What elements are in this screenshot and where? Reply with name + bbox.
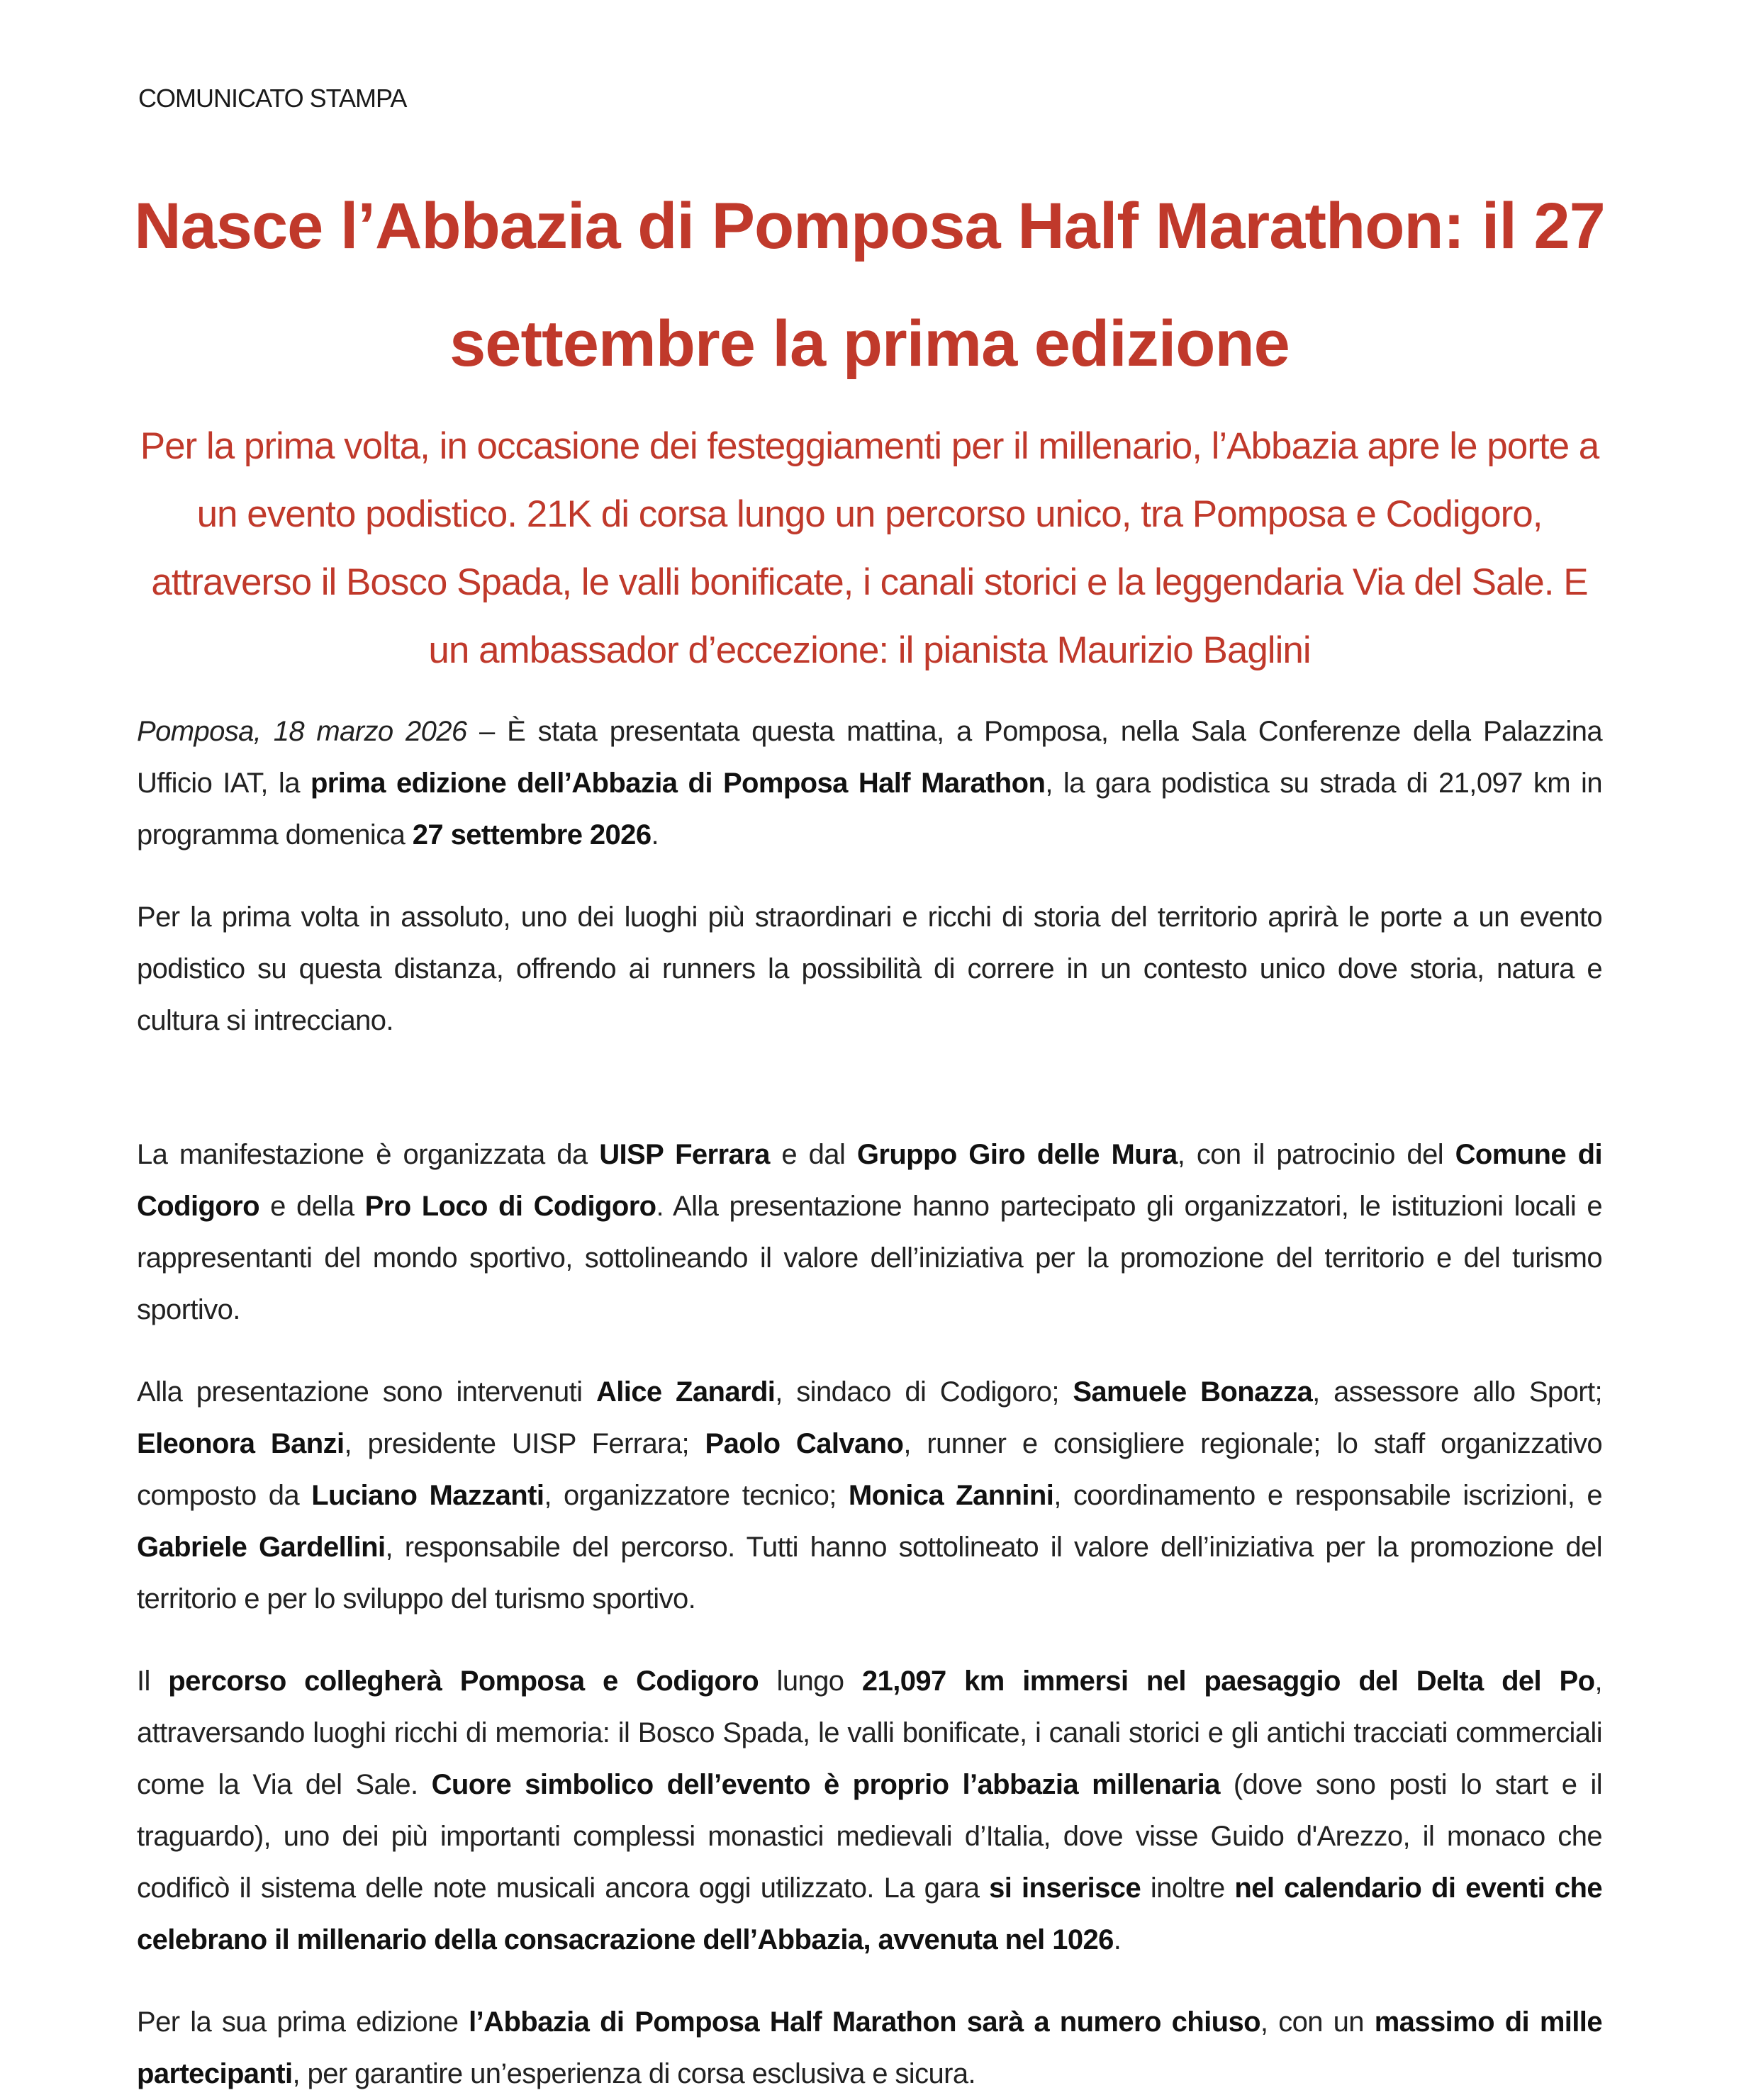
subheadline: Per la prima volta, in occasione dei festeggiamenti per il millenario, l’Abbazia apre le porte a un evento podistico. 21K di corsa lungo un percorso unico, tra Pomposa e Codigoro, attraverso il Bosco Spada, le valli bonificate, i canali storici e la leggendaria Via del Sale. E un ambassador d’eccezione: il pianista Maurizio Baglini	[140, 425, 1599, 671]
text-span: lungo	[759, 1666, 862, 1697]
bold-span: Gabriele Gardellini	[137, 1532, 386, 1563]
text-span: Il	[137, 1666, 169, 1697]
headline: Nasce l’Abbazia di Pomposa Half Marathon: il 27 settembre la prima edizione	[134, 190, 1605, 380]
text-span: La manifestazione è organizzata da	[137, 1139, 600, 1170]
text-span: inoltre	[1141, 1872, 1235, 1904]
text-span: e della	[259, 1191, 365, 1222]
bold-span: Monica Zannini	[848, 1480, 1054, 1511]
bold-span: Gruppo Giro delle Mura	[856, 1139, 1178, 1170]
text-span: , organizzatore tecnico;	[544, 1480, 849, 1511]
text-span: .	[651, 819, 659, 850]
bold-span: Comune di Codigoro	[137, 1139, 1603, 1222]
bold-span: Alice Zanardi	[595, 1376, 776, 1408]
text-span: (dove sono posti lo start e il traguardo), uno dei più importanti complessi monastici medievali d’Italia, dove visse Guido d'Arezzo, il monaco che codificò il sistema delle note musicali ancora oggi utilizzato. La gara	[137, 1769, 1602, 1904]
bold-span: l’Abbazia di Pomposa Half Marathon sarà a numero chiuso	[469, 2006, 1260, 2038]
text-span: , presidente UISP Ferrara;	[344, 1428, 705, 1459]
paragraph-route	[137, 1656, 1602, 1966]
paragraph-speakers	[137, 1366, 1602, 1625]
paragraph-intro	[137, 706, 1602, 861]
paragraph-organizers	[137, 1129, 1602, 1336]
bold-span: massimo di mille partecipanti	[137, 2006, 1602, 2089]
text-span: , per garantire un’esperienza di corsa esclusiva e sicura.	[292, 2058, 976, 2089]
text-span: , sindaco di Codigoro;	[775, 1376, 1073, 1408]
text-span: – È stata presentata questa mattina, a Pomposa, nella Sala Conferenze della Palazzina Ufficio IAT, la	[137, 716, 1602, 799]
text-span: , responsabile del percorso. Tutti hanno sottolineato il valore dell’iniziativa per la promozione del territorio e per lo sviluppo del turismo sportivo.	[137, 1532, 1602, 1615]
text-span: , la gara podistica su strada di 21,097 km in programma domenica	[137, 768, 1602, 850]
text-span: , coordinamento e responsabile iscrizioni, e	[1053, 1480, 1603, 1511]
bold-span: prima edizione dell’Abbazia di Pomposa Half Marathon	[310, 768, 1046, 799]
bold-span: 21,097 km immersi nel paesaggio del Delta del Po	[861, 1666, 1595, 1697]
text-span: .	[1113, 1924, 1122, 1955]
text-span: , con il patrocinio del	[1177, 1139, 1455, 1170]
bold-span: Luciano Mazzanti	[311, 1480, 544, 1511]
bold-span: Eleonora Banzi	[137, 1428, 345, 1459]
bold-span: percorso collegherà Pomposa e Codigoro	[168, 1666, 759, 1697]
text-span: e dal	[769, 1139, 857, 1170]
paragraph-limited-entries	[137, 1997, 1602, 2100]
paragraph-first-time	[137, 892, 1602, 1047]
text-span: , assessore allo Sport;	[1312, 1376, 1602, 1408]
text-span: , runner e consigliere regionale; lo staff organizzativo composto da	[137, 1428, 1602, 1511]
bold-span: Samuele Bonazza	[1073, 1376, 1313, 1408]
document-kicker: COMUNICATO STAMPA	[138, 84, 407, 113]
text-span: , con un	[1260, 2006, 1375, 2038]
article-body	[137, 706, 1602, 2100]
bold-span: Cuore simbolico dell’evento è proprio l’abbazia millenaria	[431, 1769, 1220, 1800]
text-span: Per la sua prima edizione	[137, 2006, 469, 2038]
text-span: Alla presentazione sono intervenuti	[137, 1376, 596, 1408]
bold-span: si inserisce	[989, 1872, 1141, 1904]
text-span: , attraversando luoghi ricchi di memoria: il Bosco Spada, le valli bonificate, i canali storici e gli antichi tracciati commerciali come la Via del Sale.	[137, 1666, 1602, 1800]
dateline: Pomposa, 18 marzo 2026	[137, 716, 467, 747]
bold-span: 27 settembre 2026	[412, 819, 652, 850]
bold-span: Paolo Calvano	[705, 1428, 904, 1459]
bold-span: Pro Loco di Codigoro	[364, 1191, 656, 1222]
text-span: . Alla presentazione hanno partecipato gli organizzatori, le istituzioni locali e rappresentanti del mondo sportivo, sottolineando il valore dell’iniziativa per la promozione del territorio e del turismo sportivo.	[137, 1191, 1602, 1325]
bold-span: nel calendario di eventi che celebrano il millenario della consacrazione dell’Abbazia, avvenuta nel 1026	[137, 1872, 1602, 1955]
bold-span: UISP Ferrara	[599, 1139, 770, 1170]
text-span: Per la prima volta in assoluto, uno dei luoghi più straordinari e ricchi di storia del territorio aprirà le porte a un evento podistico su questa distanza, offrendo ai runners la possibilità di correre in un contesto unico dove storia, natura e cultura si intrecciano.	[137, 902, 1602, 1036]
